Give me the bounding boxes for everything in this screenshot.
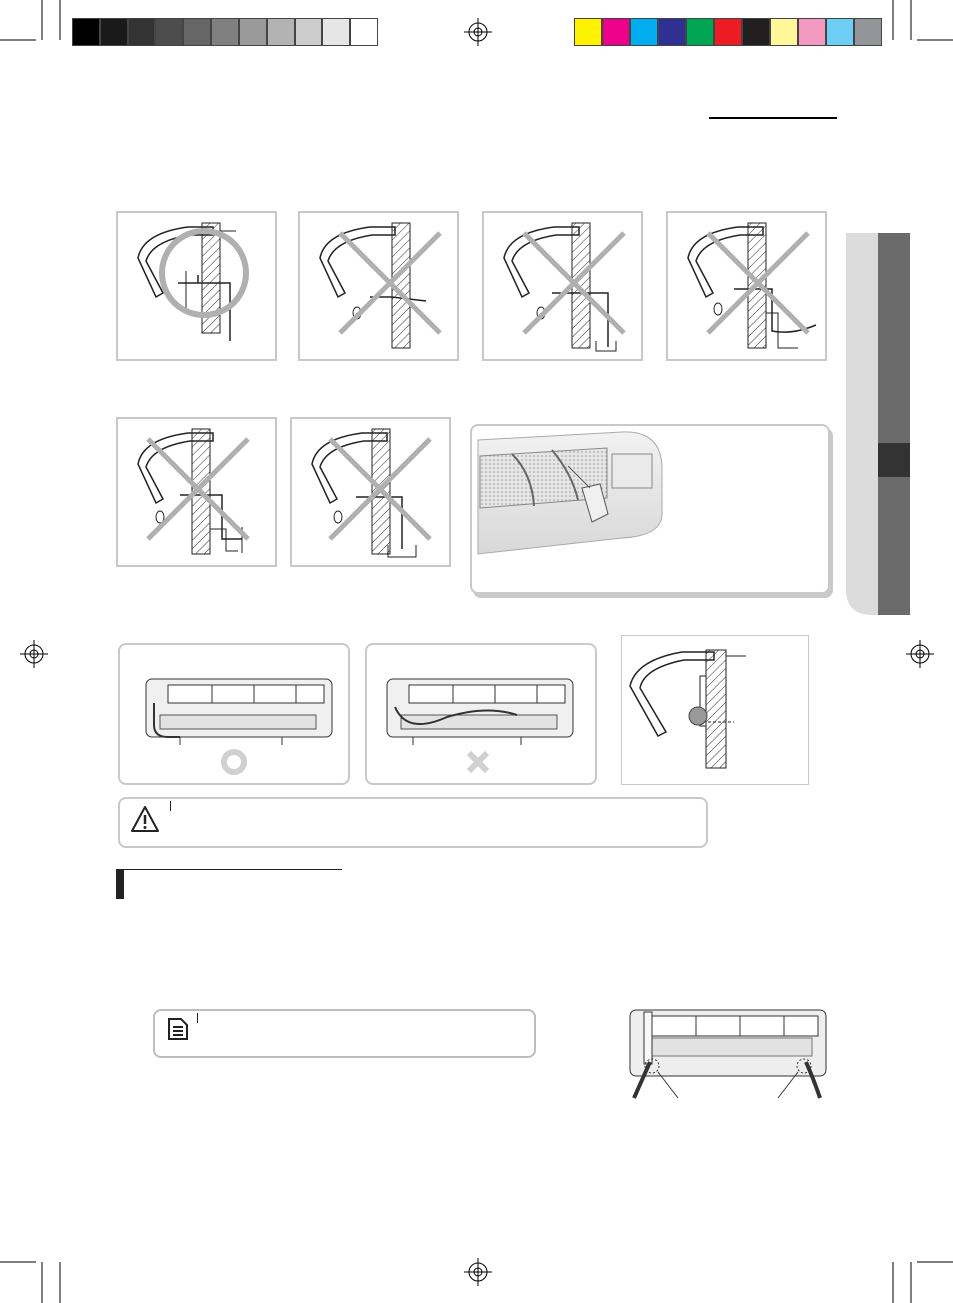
note-box <box>153 1009 536 1058</box>
caution-box <box>118 797 708 848</box>
warning-triangle-icon <box>130 805 160 833</box>
incorrect-mark-icon <box>469 753 487 771</box>
registration-target-right <box>906 640 934 668</box>
header-rule <box>709 117 837 119</box>
correct-mark-icon <box>224 752 244 772</box>
registration-target-left <box>20 640 48 668</box>
indoor-unit-drain-hoses <box>622 1006 832 1102</box>
registration-target-bottom <box>464 1258 492 1286</box>
note-divider <box>197 1013 198 1023</box>
water-test-illustration <box>470 424 830 594</box>
drain-side-view-panel <box>621 635 809 785</box>
drain-diagram-wrong-4 <box>116 417 277 567</box>
drain-diagram-wrong-1 <box>298 211 459 361</box>
drain-diagram-correct <box>116 211 277 361</box>
section-heading-bar <box>116 869 124 899</box>
drain-diagram-wrong-3 <box>666 211 827 361</box>
drain-hose-correct-panel <box>118 643 350 785</box>
note-icon <box>167 1017 189 1041</box>
registration-target-top <box>464 18 492 46</box>
drain-diagram-wrong-2 <box>482 211 643 361</box>
drain-diagram-wrong-5 <box>290 417 451 567</box>
section-heading-rule <box>124 869 342 870</box>
chapter-side-tab <box>846 233 910 615</box>
drain-hose-wrong-panel <box>365 643 597 785</box>
caution-divider <box>170 801 171 811</box>
